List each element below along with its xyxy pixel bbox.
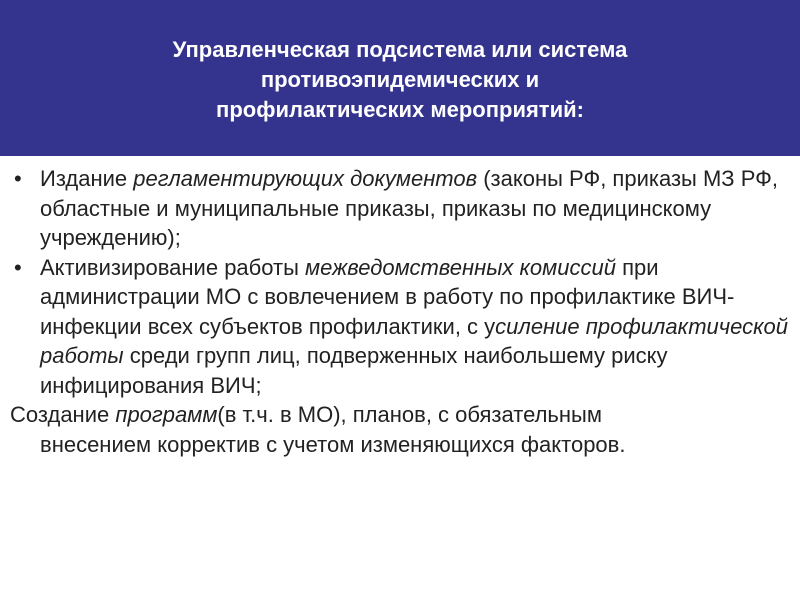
- item1-text-pre: Издание: [40, 166, 134, 191]
- programs-paragraph: [0, 400, 800, 459]
- slide-title: [90, 35, 710, 125]
- para-text-post2: внесением корректив с учетом изменяющихся факторов.: [40, 431, 626, 457]
- item2-emphasis-1: межведомственных комиссий: [305, 254, 616, 280]
- item2-emphasis-2: силение профилактической работы: [40, 313, 789, 368]
- item2-text-mid: при администрации МО с вовлечением в работу по профилактике ВИЧ-инфекции всех субъектов профилактики, с у: [40, 254, 735, 339]
- item2-text-post: среди групп лиц, подверженных наибольшему риску инфицирования ВИЧ;: [40, 343, 668, 398]
- para-text-post1: (в т.ч. в МО), планов, с обязательным: [217, 402, 602, 427]
- bullet-item-commissions: [0, 253, 800, 401]
- title-line-3: профилактических мероприятий:: [216, 97, 584, 122]
- item1-emphasis: регламентирующих документов: [133, 166, 478, 191]
- item2-text-pre: Активизирование работы: [40, 254, 306, 280]
- slide-header: [0, 0, 800, 156]
- bullet-item-documents: [0, 164, 800, 253]
- item1-text-post: (законы РФ, приказы МЗ РФ, областные и муниципальные приказы, приказы по медицинскому учреждению);: [40, 166, 778, 250]
- title-line-1: Управленческая подсистема или система: [172, 37, 628, 62]
- para-emphasis: программ: [115, 402, 218, 427]
- slide-body: [0, 164, 800, 459]
- bullet-icon: •: [14, 166, 22, 191]
- para-text-pre: Создание: [10, 402, 116, 427]
- bullet-icon: •: [14, 254, 22, 280]
- title-line-2: противоэпидемических и: [260, 67, 540, 92]
